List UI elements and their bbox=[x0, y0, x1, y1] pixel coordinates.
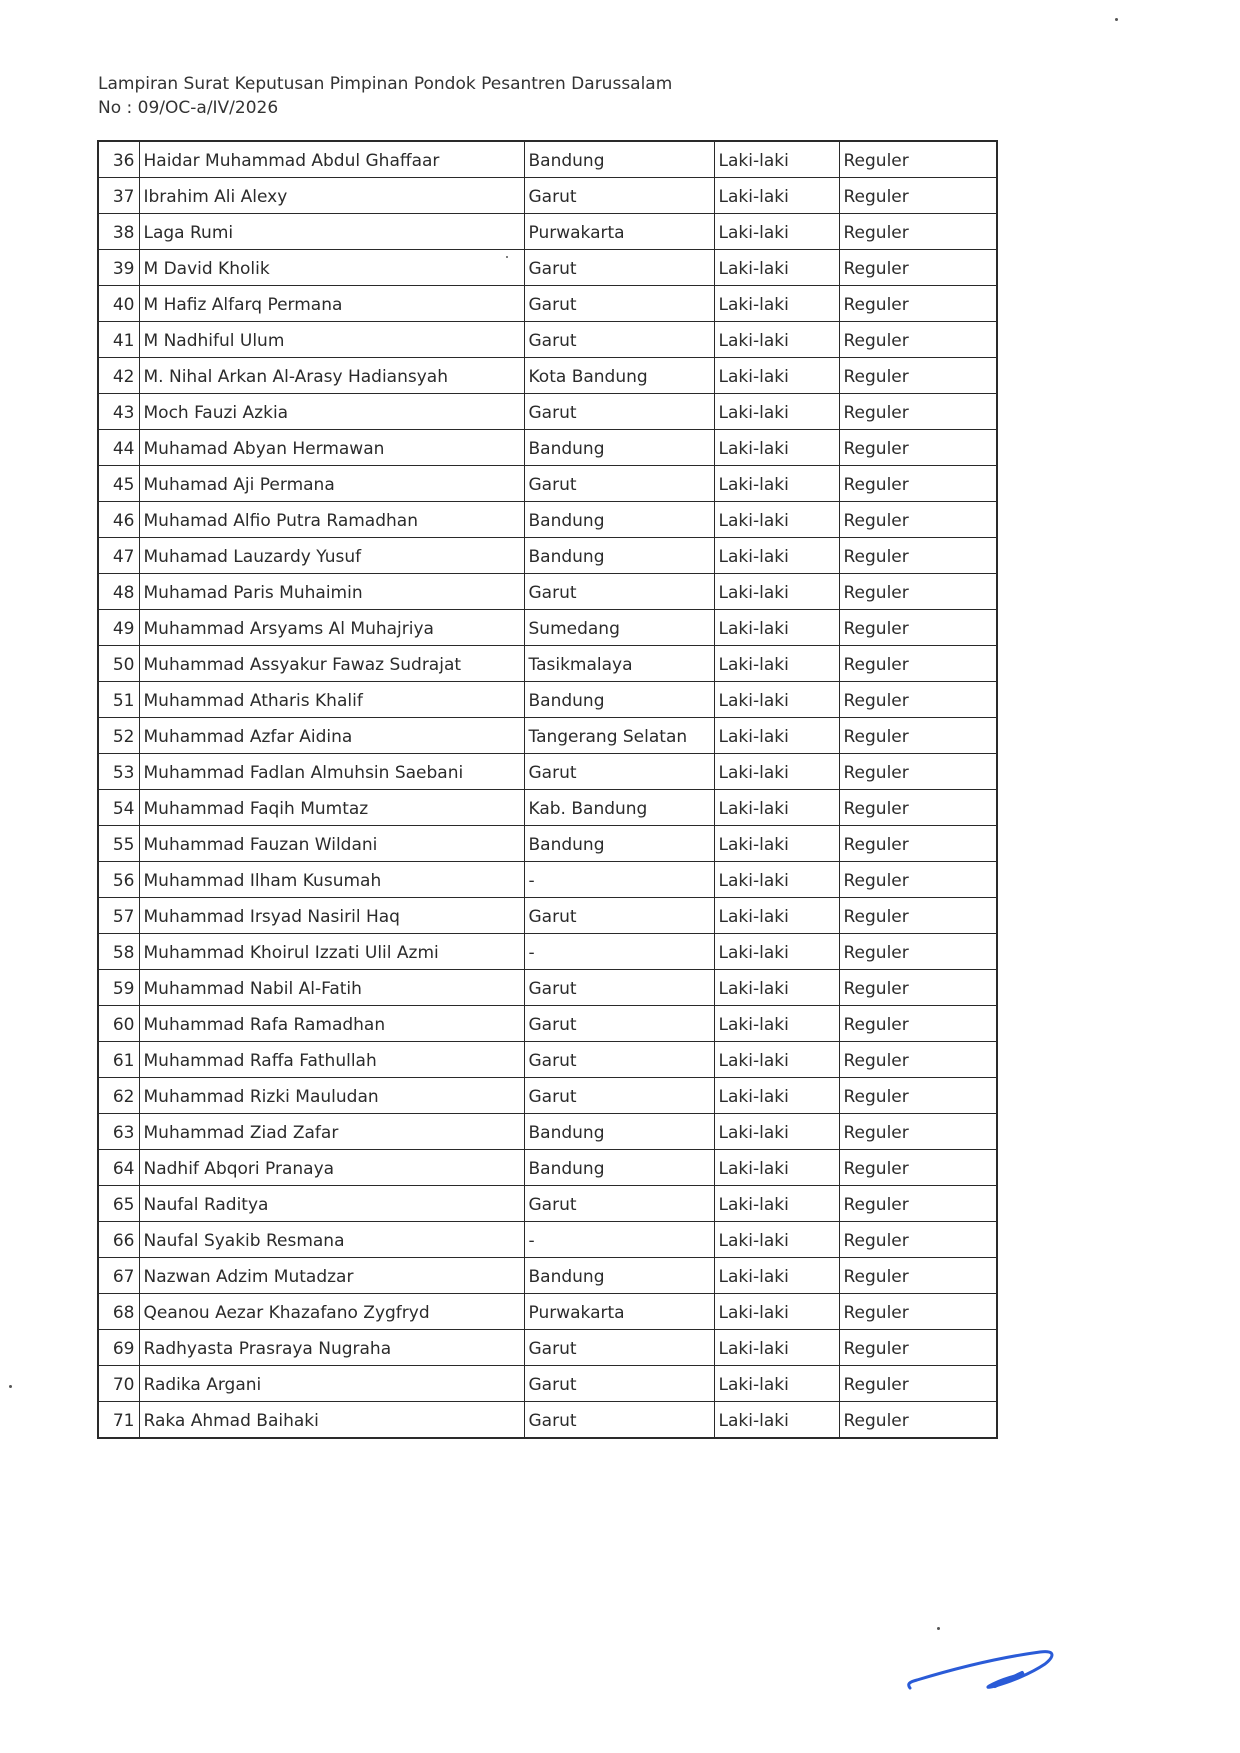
status-cell: Reguler bbox=[839, 1330, 997, 1366]
table-row bbox=[98, 1330, 997, 1366]
scan-speck bbox=[937, 1627, 940, 1630]
status-cell: Reguler bbox=[839, 502, 997, 538]
status-cell: Reguler bbox=[839, 1150, 997, 1186]
status-cell: Reguler bbox=[839, 898, 997, 934]
row-number-cell: 60 bbox=[98, 1006, 139, 1042]
student-name-cell: Muhammad Atharis Khalif bbox=[139, 682, 524, 718]
city-cell: Garut bbox=[524, 322, 714, 358]
table-row bbox=[98, 682, 997, 718]
gender-cell: Laki-laki bbox=[714, 574, 839, 610]
status-cell: Reguler bbox=[839, 358, 997, 394]
status-cell: Reguler bbox=[839, 1294, 997, 1330]
row-number-cell: 44 bbox=[98, 430, 139, 466]
status-cell: Reguler bbox=[839, 754, 997, 790]
table-row bbox=[98, 718, 997, 754]
city-cell: Bandung bbox=[524, 1258, 714, 1294]
table-row bbox=[98, 538, 997, 574]
table-row bbox=[98, 1258, 997, 1294]
row-number-cell: 62 bbox=[98, 1078, 139, 1114]
table-row bbox=[98, 250, 997, 286]
row-number-cell: 58 bbox=[98, 934, 139, 970]
row-number-cell: 43 bbox=[98, 394, 139, 430]
city-cell: - bbox=[524, 1222, 714, 1258]
row-number-cell: 45 bbox=[98, 466, 139, 502]
status-cell: Reguler bbox=[839, 141, 997, 178]
table-row bbox=[98, 1294, 997, 1330]
header-reference-number: No : 09/OC-a/IV/2026 bbox=[98, 98, 279, 118]
gender-cell: Laki-laki bbox=[714, 790, 839, 826]
city-cell: Bandung bbox=[524, 430, 714, 466]
table-row bbox=[98, 970, 997, 1006]
student-name-cell: Muhammad Irsyad Nasiril Haq bbox=[139, 898, 524, 934]
city-cell: Bandung bbox=[524, 538, 714, 574]
row-number-cell: 47 bbox=[98, 538, 139, 574]
city-cell: - bbox=[524, 862, 714, 898]
gender-cell: Laki-laki bbox=[714, 1294, 839, 1330]
gender-cell: Laki-laki bbox=[714, 214, 839, 250]
city-cell: Kab. Bandung bbox=[524, 790, 714, 826]
gender-cell: Laki-laki bbox=[714, 970, 839, 1006]
city-cell: Bandung bbox=[524, 1150, 714, 1186]
gender-cell: Laki-laki bbox=[714, 178, 839, 214]
status-cell: Reguler bbox=[839, 1078, 997, 1114]
row-number-cell: 48 bbox=[98, 574, 139, 610]
status-cell: Reguler bbox=[839, 1402, 997, 1439]
table-row bbox=[98, 1006, 997, 1042]
city-cell: Garut bbox=[524, 1366, 714, 1402]
gender-cell: Laki-laki bbox=[714, 826, 839, 862]
row-number-cell: 37 bbox=[98, 178, 139, 214]
status-cell: Reguler bbox=[839, 862, 997, 898]
city-cell: Bandung bbox=[524, 682, 714, 718]
row-number-cell: 46 bbox=[98, 502, 139, 538]
status-cell: Reguler bbox=[839, 538, 997, 574]
status-cell: Reguler bbox=[839, 250, 997, 286]
table-row bbox=[98, 178, 997, 214]
row-number-cell: 39 bbox=[98, 250, 139, 286]
gender-cell: Laki-laki bbox=[714, 1330, 839, 1366]
status-cell: Reguler bbox=[839, 322, 997, 358]
status-cell: Reguler bbox=[839, 574, 997, 610]
gender-cell: Laki-laki bbox=[714, 1258, 839, 1294]
scan-speck bbox=[1115, 18, 1118, 21]
student-name-cell: Muhamad Paris Muhaimin bbox=[139, 574, 524, 610]
row-number-cell: 70 bbox=[98, 1366, 139, 1402]
row-number-cell: 63 bbox=[98, 1114, 139, 1150]
table-row bbox=[98, 862, 997, 898]
table-row bbox=[98, 430, 997, 466]
header-title: Lampiran Surat Keputusan Pimpinan Pondok Pesantren Darussalam bbox=[98, 74, 673, 94]
city-cell: Garut bbox=[524, 1186, 714, 1222]
table-row bbox=[98, 322, 997, 358]
student-name-cell: Muhammad Fadlan Almuhsin Saebani bbox=[139, 754, 524, 790]
city-cell: Purwakarta bbox=[524, 1294, 714, 1330]
row-number-cell: 59 bbox=[98, 970, 139, 1006]
gender-cell: Laki-laki bbox=[714, 250, 839, 286]
student-name-cell: M David Kholik bbox=[139, 250, 524, 286]
student-name-cell: Haidar Muhammad Abdul Ghaffaar bbox=[139, 141, 524, 178]
row-number-cell: 51 bbox=[98, 682, 139, 718]
student-name-cell: Muhammad Raffa Fathullah bbox=[139, 1042, 524, 1078]
table-row bbox=[98, 790, 997, 826]
row-number-cell: 41 bbox=[98, 322, 139, 358]
row-number-cell: 36 bbox=[98, 141, 139, 178]
row-number-cell: 55 bbox=[98, 826, 139, 862]
status-cell: Reguler bbox=[839, 610, 997, 646]
city-cell: Garut bbox=[524, 1078, 714, 1114]
city-cell: Purwakarta bbox=[524, 214, 714, 250]
city-cell: Garut bbox=[524, 250, 714, 286]
status-cell: Reguler bbox=[839, 1006, 997, 1042]
row-number-cell: 40 bbox=[98, 286, 139, 322]
status-cell: Reguler bbox=[839, 394, 997, 430]
gender-cell: Laki-laki bbox=[714, 898, 839, 934]
status-cell: Reguler bbox=[839, 1258, 997, 1294]
gender-cell: Laki-laki bbox=[714, 358, 839, 394]
gender-cell: Laki-laki bbox=[714, 1078, 839, 1114]
row-number-cell: 49 bbox=[98, 610, 139, 646]
city-cell: Garut bbox=[524, 286, 714, 322]
city-cell: Garut bbox=[524, 1042, 714, 1078]
row-number-cell: 61 bbox=[98, 1042, 139, 1078]
student-name-cell: Muhammad Assyakur Fawaz Sudrajat bbox=[139, 646, 524, 682]
student-name-cell: M Nadhiful Ulum bbox=[139, 322, 524, 358]
table-row bbox=[98, 1402, 997, 1439]
row-number-cell: 38 bbox=[98, 214, 139, 250]
status-cell: Reguler bbox=[839, 646, 997, 682]
table-row bbox=[98, 141, 997, 178]
table-row bbox=[98, 754, 997, 790]
gender-cell: Laki-laki bbox=[714, 934, 839, 970]
table-row bbox=[98, 1114, 997, 1150]
student-name-cell: Radika Argani bbox=[139, 1366, 524, 1402]
gender-cell: Laki-laki bbox=[714, 682, 839, 718]
row-number-cell: 52 bbox=[98, 718, 139, 754]
table-row bbox=[98, 1222, 997, 1258]
student-name-cell: Raka Ahmad Baihaki bbox=[139, 1402, 524, 1439]
city-cell: Garut bbox=[524, 394, 714, 430]
gender-cell: Laki-laki bbox=[714, 1186, 839, 1222]
row-number-cell: 53 bbox=[98, 754, 139, 790]
city-cell: Garut bbox=[524, 178, 714, 214]
status-cell: Reguler bbox=[839, 826, 997, 862]
gender-cell: Laki-laki bbox=[714, 610, 839, 646]
gender-cell: Laki-laki bbox=[714, 394, 839, 430]
table-row bbox=[98, 1078, 997, 1114]
student-name-cell: Muhamad Alfio Putra Ramadhan bbox=[139, 502, 524, 538]
status-cell: Reguler bbox=[839, 682, 997, 718]
row-number-cell: 57 bbox=[98, 898, 139, 934]
gender-cell: Laki-laki bbox=[714, 141, 839, 178]
table-row bbox=[98, 358, 997, 394]
student-name-cell: Muhamad Lauzardy Yusuf bbox=[139, 538, 524, 574]
row-number-cell: 56 bbox=[98, 862, 139, 898]
gender-cell: Laki-laki bbox=[714, 862, 839, 898]
row-number-cell: 64 bbox=[98, 1150, 139, 1186]
status-cell: Reguler bbox=[839, 790, 997, 826]
student-roster-table bbox=[97, 140, 998, 1439]
student-name-cell: Naufal Syakib Resmana bbox=[139, 1222, 524, 1258]
roster-table-body bbox=[98, 141, 997, 1438]
student-name-cell: Nadhif Abqori Pranaya bbox=[139, 1150, 524, 1186]
student-name-cell: Muhammad Ilham Kusumah bbox=[139, 862, 524, 898]
gender-cell: Laki-laki bbox=[714, 466, 839, 502]
student-name-cell: Radhyasta Prasraya Nugraha bbox=[139, 1330, 524, 1366]
row-number-cell: 68 bbox=[98, 1294, 139, 1330]
table-row bbox=[98, 898, 997, 934]
scan-speck bbox=[9, 1385, 12, 1388]
status-cell: Reguler bbox=[839, 970, 997, 1006]
status-cell: Reguler bbox=[839, 1222, 997, 1258]
city-cell: Garut bbox=[524, 574, 714, 610]
student-name-cell: Naufal Raditya bbox=[139, 1186, 524, 1222]
row-number-cell: 42 bbox=[98, 358, 139, 394]
table-row bbox=[98, 286, 997, 322]
status-cell: Reguler bbox=[839, 934, 997, 970]
status-cell: Reguler bbox=[839, 466, 997, 502]
city-cell: Sumedang bbox=[524, 610, 714, 646]
table-row bbox=[98, 826, 997, 862]
student-name-cell: M Hafiz Alfarq Permana bbox=[139, 286, 524, 322]
city-cell: Kota Bandung bbox=[524, 358, 714, 394]
student-name-cell: Muhammad Ziad Zafar bbox=[139, 1114, 524, 1150]
student-name-cell: Muhammad Arsyams Al Muhajriya bbox=[139, 610, 524, 646]
student-name-cell: Muhammad Khoirul Izzati Ulil Azmi bbox=[139, 934, 524, 970]
gender-cell: Laki-laki bbox=[714, 754, 839, 790]
city-cell: - bbox=[524, 934, 714, 970]
city-cell: Garut bbox=[524, 1006, 714, 1042]
student-name-cell: Laga Rumi bbox=[139, 214, 524, 250]
city-cell: Garut bbox=[524, 970, 714, 1006]
status-cell: Reguler bbox=[839, 1114, 997, 1150]
gender-cell: Laki-laki bbox=[714, 502, 839, 538]
city-cell: Tasikmalaya bbox=[524, 646, 714, 682]
table-row bbox=[98, 466, 997, 502]
student-name-cell: Muhammad Fauzan Wildani bbox=[139, 826, 524, 862]
gender-cell: Laki-laki bbox=[714, 322, 839, 358]
row-number-cell: 69 bbox=[98, 1330, 139, 1366]
city-cell: Garut bbox=[524, 754, 714, 790]
row-number-cell: 66 bbox=[98, 1222, 139, 1258]
table-row bbox=[98, 610, 997, 646]
signature-mark bbox=[895, 1640, 1055, 1700]
gender-cell: Laki-laki bbox=[714, 1114, 839, 1150]
city-cell: Garut bbox=[524, 1402, 714, 1439]
document-header bbox=[98, 72, 672, 120]
table-row bbox=[98, 574, 997, 610]
student-name-cell: Muhamad Abyan Hermawan bbox=[139, 430, 524, 466]
status-cell: Reguler bbox=[839, 1186, 997, 1222]
city-cell: Garut bbox=[524, 1330, 714, 1366]
table-row bbox=[98, 394, 997, 430]
student-name-cell: Muhammad Rafa Ramadhan bbox=[139, 1006, 524, 1042]
gender-cell: Laki-laki bbox=[714, 646, 839, 682]
status-cell: Reguler bbox=[839, 178, 997, 214]
student-name-cell: Muhammad Azfar Aidina bbox=[139, 718, 524, 754]
row-number-cell: 50 bbox=[98, 646, 139, 682]
status-cell: Reguler bbox=[839, 718, 997, 754]
row-number-cell: 54 bbox=[98, 790, 139, 826]
table-row bbox=[98, 1042, 997, 1078]
gender-cell: Laki-laki bbox=[714, 1366, 839, 1402]
table-row bbox=[98, 502, 997, 538]
student-name-cell: Muhammad Nabil Al-Fatih bbox=[139, 970, 524, 1006]
city-cell: Tangerang Selatan bbox=[524, 718, 714, 754]
row-number-cell: 65 bbox=[98, 1186, 139, 1222]
city-cell: Garut bbox=[524, 466, 714, 502]
student-name-cell: Muhammad Faqih Mumtaz bbox=[139, 790, 524, 826]
status-cell: Reguler bbox=[839, 1042, 997, 1078]
status-cell: Reguler bbox=[839, 214, 997, 250]
student-name-cell: Muhamad Aji Permana bbox=[139, 466, 524, 502]
status-cell: Reguler bbox=[839, 286, 997, 322]
gender-cell: Laki-laki bbox=[714, 1150, 839, 1186]
table-row bbox=[98, 1186, 997, 1222]
table-row bbox=[98, 214, 997, 250]
city-cell: Bandung bbox=[524, 1114, 714, 1150]
city-cell: Bandung bbox=[524, 826, 714, 862]
city-cell: Bandung bbox=[524, 141, 714, 178]
status-cell: Reguler bbox=[839, 1366, 997, 1402]
gender-cell: Laki-laki bbox=[714, 1402, 839, 1439]
gender-cell: Laki-laki bbox=[714, 286, 839, 322]
table-row bbox=[98, 934, 997, 970]
student-name-cell: Ibrahim Ali Alexy bbox=[139, 178, 524, 214]
row-number-cell: 67 bbox=[98, 1258, 139, 1294]
row-number-cell: 71 bbox=[98, 1402, 139, 1439]
table-row bbox=[98, 1150, 997, 1186]
gender-cell: Laki-laki bbox=[714, 1006, 839, 1042]
table-row bbox=[98, 646, 997, 682]
gender-cell: Laki-laki bbox=[714, 1222, 839, 1258]
student-name-cell: Muhammad Rizki Mauludan bbox=[139, 1078, 524, 1114]
city-cell: Bandung bbox=[524, 502, 714, 538]
gender-cell: Laki-laki bbox=[714, 430, 839, 466]
gender-cell: Laki-laki bbox=[714, 538, 839, 574]
table-row bbox=[98, 1366, 997, 1402]
scan-speck bbox=[506, 256, 508, 258]
student-name-cell: Nazwan Adzim Mutadzar bbox=[139, 1258, 524, 1294]
status-cell: Reguler bbox=[839, 430, 997, 466]
student-name-cell: Moch Fauzi Azkia bbox=[139, 394, 524, 430]
city-cell: Garut bbox=[524, 898, 714, 934]
student-name-cell: M. Nihal Arkan Al-Arasy Hadiansyah bbox=[139, 358, 524, 394]
gender-cell: Laki-laki bbox=[714, 1042, 839, 1078]
student-name-cell: Qeanou Aezar Khazafano Zygfryd bbox=[139, 1294, 524, 1330]
gender-cell: Laki-laki bbox=[714, 718, 839, 754]
